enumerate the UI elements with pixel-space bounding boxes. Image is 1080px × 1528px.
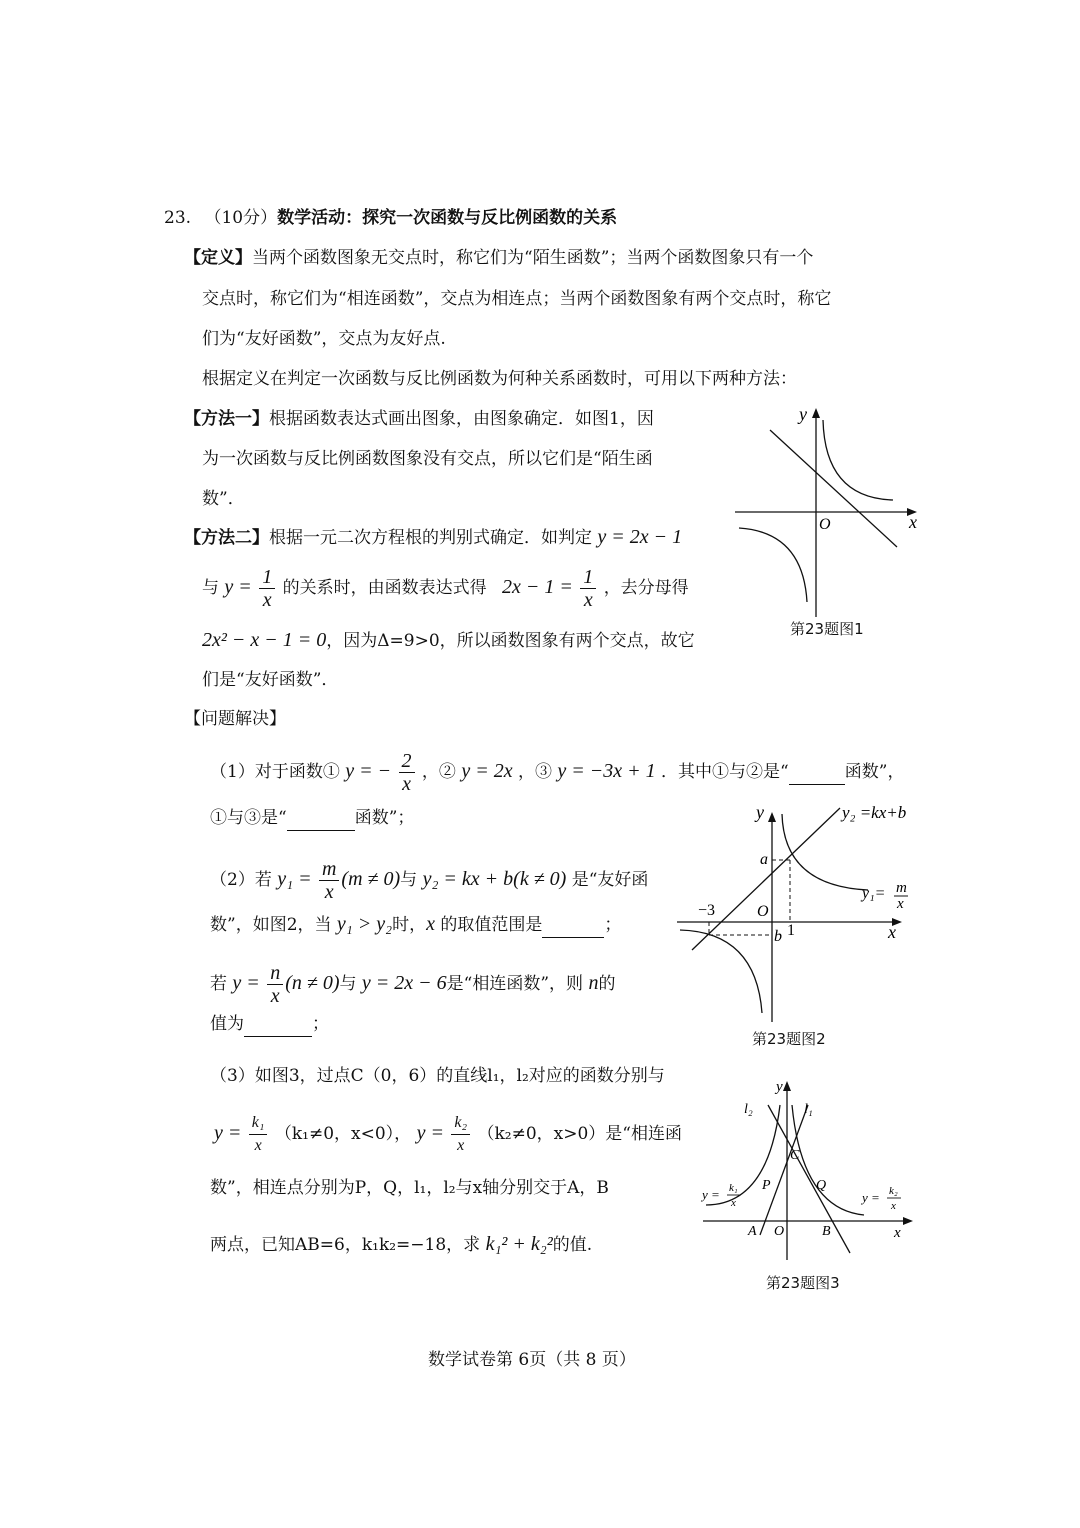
part3-text-4: 两点，已知AB=6，k₁k₂=−18，求 [210, 1235, 481, 1255]
fig3-x-label: x [894, 1225, 901, 1241]
part2-text-2: 数”，如图2，当 [210, 915, 332, 935]
fig3-origin-label: O [774, 1224, 785, 1239]
part2-text-2c: 的取值范围是 [440, 915, 543, 935]
frac-num: 1 [259, 566, 275, 589]
fig3-yeq-left: y = [702, 1187, 720, 1202]
figure-3 [698, 1075, 923, 1270]
part1-f3-eq: y = −3x + 1 [557, 760, 656, 782]
part2-xvar: x [426, 913, 435, 935]
answer-blank-3[interactable] [542, 913, 604, 938]
fig3-den-left: x [731, 1197, 736, 1209]
fig2-line [692, 808, 840, 950]
method2-line-3 [202, 628, 695, 653]
frac-num: 2 [399, 750, 415, 773]
question-title: 数学活动：探究一次函数与反比例函数的关系 [277, 208, 618, 228]
part2-line-3 [210, 962, 615, 1007]
part2-text-3b: 与 [339, 974, 357, 994]
fig2-one-label: 1 [787, 922, 795, 939]
fig3-b-label: B [822, 1224, 831, 1239]
part2-tail: 是“友好函 [571, 870, 649, 890]
fig2-y-arrow [768, 812, 776, 822]
part2-text-3a: 若 [210, 974, 227, 994]
part3-cond2: （k₂≠0，x>0）是“相连函 [477, 1124, 682, 1144]
part3-line-1: （3）如图3，过点C（0，6）的直线l₁，l₂对应的函数分别与 [210, 1066, 665, 1086]
fig3-k2-label: k₂ [889, 1185, 898, 1197]
part3-line-2 [214, 1112, 682, 1157]
answer-blank-2[interactable] [287, 806, 355, 831]
method2-eq-2: 2x − 1 = [502, 576, 573, 598]
fig2-x-label: x [888, 922, 896, 942]
part1-tail: ．其中①与②是“ [661, 762, 789, 782]
fig3-line-l1 [760, 1105, 808, 1235]
frac-num: k₁ [249, 1112, 268, 1135]
fig2-x-den-label: x [897, 896, 904, 912]
k2-over-x-fraction [451, 1112, 470, 1157]
part3-cond1: （k₁≠0，x<0）， [274, 1124, 412, 1144]
fig2-a-label: a [760, 851, 768, 868]
part1-line-1 [210, 750, 904, 795]
n-cond: (n ≠ 0) [285, 972, 340, 994]
method2-tag: 【方法二】 [184, 528, 269, 548]
method1-line-1 [184, 407, 654, 431]
definition-tag: 【定义】 [184, 248, 252, 268]
method1-tag: 【方法一】 [184, 409, 269, 429]
method2-text-2b: 的关系时，由函数表达式得 [282, 578, 487, 598]
method1-text-1: 根据函数表达式画出图象，由图象确定．如图1，因 [269, 409, 654, 429]
method2-text-3: ，因为Δ=9>0，所以函数图象有两个交点，故它 [326, 631, 695, 651]
part1-tail-2: 函数”， [844, 762, 905, 782]
part2-line-2 [210, 912, 621, 938]
frac-num: k₂ [451, 1112, 470, 1135]
definition-line-1 [184, 246, 813, 270]
method2-text-2a: 与 [202, 578, 219, 598]
figure-1-caption: 第23题图1 [790, 620, 864, 638]
n-over-x-fraction [267, 962, 283, 1007]
fig2-origin-label: O [757, 903, 769, 920]
part1-f2-eq: y = 2x [461, 760, 513, 782]
m-cond: (m ≠ 0) [341, 868, 401, 890]
part2-text-3d: 的 [598, 974, 616, 994]
frac-num: n [267, 962, 283, 985]
fig2-y1-label: y₁= [862, 885, 886, 902]
method1-line-2: 为一次函数与反比例函数图象没有交点，所以它们是“陌生函 [202, 449, 653, 469]
method2-line-4: 们是“友好函数”． [202, 670, 339, 690]
figure-2 [672, 798, 927, 1030]
part2-mid: 与 [400, 870, 418, 890]
fig1-y-arrow [812, 408, 820, 418]
definition-line-3: 们为“友好函数”，交点为友好点. [202, 329, 446, 349]
method1-line-3: 数”． [202, 489, 245, 509]
fig3-l1-label: l₁ [804, 1102, 813, 1117]
fig1-y-label: y [799, 404, 807, 424]
one-over-x-fraction [259, 566, 275, 611]
y-eq-label-3: y = [214, 1122, 242, 1144]
fig2-b-label: b [774, 928, 782, 945]
fig2-m-label: m [896, 880, 907, 896]
question-heading [164, 206, 617, 230]
frac-den: x [457, 1137, 465, 1154]
part1-text-2b: 函数”； [354, 808, 415, 828]
fig3-l2-label: l₂ [744, 1102, 753, 1117]
method2-line-2 [202, 566, 689, 611]
y-eq-label: y = [224, 576, 252, 598]
part1-prefix: （1）对于函数① [210, 762, 340, 782]
frac-den: x [254, 1137, 262, 1154]
frac-den: x [270, 985, 280, 1007]
definition-line-2: 交点时，称它们为“相连函数”，交点为相连点；当两个函数图象有两个交点时，称它 [202, 289, 832, 309]
fig2-hyperbola-q3 [680, 930, 762, 1013]
question-score: （10分） [204, 208, 278, 228]
fig1-origin-label: O [819, 516, 831, 533]
fig2-y2-label: y₂ =kx+b [842, 803, 907, 822]
part2-text-2d: ； [604, 915, 622, 935]
part2-line-4 [210, 1012, 329, 1037]
part1-text-2a: ①与③是“ [210, 808, 287, 828]
part2-text-4b: ； [312, 1014, 329, 1034]
part2-text-2b: 时， [392, 915, 427, 935]
fig3-q-label: Q [816, 1178, 827, 1193]
part1-f2: ，② [421, 762, 456, 782]
part2-text-3c: 是“相连函数”，则 [446, 974, 584, 994]
part2-cond: y₁ > y₂ [336, 913, 393, 935]
problem-heading: 【问题解决】 [184, 709, 286, 729]
part3-text-4b: 的值. [552, 1235, 593, 1255]
frac-num: m [319, 858, 339, 881]
fig3-k1-label: k₁ [729, 1182, 738, 1194]
fig2-neg3-label: −3 [698, 902, 716, 919]
part2-eq-3: y = 2x − 6 [361, 972, 447, 994]
method2-eq-1: y = 2x − 1 [597, 526, 683, 548]
fig3-a-label: A [748, 1224, 757, 1239]
part2-text-4: 值为 [210, 1014, 244, 1034]
fig3-c-label: C [790, 1148, 800, 1163]
answer-blank-4[interactable] [244, 1012, 312, 1037]
part2-eq: y₂ = kx + b(k ≠ 0) [422, 868, 567, 890]
figure-3-caption: 第23题图3 [766, 1274, 840, 1292]
figure-1 [725, 402, 925, 627]
frac-num: 1 [580, 566, 596, 589]
fig2-y-label: y [756, 802, 764, 822]
method2-text-1: 根据一元二次方程根的判别式确定．如判定 [269, 528, 592, 548]
part1-line-2 [210, 806, 414, 831]
fig3-y-arrow [783, 1081, 791, 1091]
fig1-hyperbola-q3 [739, 528, 807, 602]
definition-text-1: 当两个函数图象无交点时，称它们为“陌生函数”；当两个函数图象只有一个 [252, 248, 814, 268]
y-eq-neg-label: y = − [345, 760, 392, 782]
part2-line-1 [210, 858, 648, 903]
method2-text-2c: ，去分母得 [603, 578, 689, 598]
fig3-p-label: P [762, 1178, 771, 1193]
fig1-x-label: x [909, 512, 917, 532]
question-number: 23. [164, 208, 192, 228]
fig3-hyperbola-right [792, 1105, 864, 1215]
method2-line-1 [184, 525, 682, 550]
answer-blank-1[interactable] [789, 760, 845, 785]
frac-den: x [324, 881, 334, 903]
y1-eq-label: y₁ = [277, 868, 312, 890]
y-eq-label-4: y = [416, 1122, 444, 1144]
fig3-y-label: y [776, 1079, 783, 1095]
page-footer: 数学试卷第 6页（共 8 页） [428, 1350, 636, 1370]
part2-prefix: （2）若 [210, 870, 272, 890]
part3-eq-4: k₁² + k₂² [485, 1233, 553, 1255]
part3-line-3: 数”，相连点分别为P，Q，l₁，l₂与x轴分别交于A，B [210, 1178, 609, 1198]
frac-den: x [583, 589, 593, 611]
part2-nvar: n [588, 972, 599, 994]
fig1-line [770, 430, 897, 547]
k1-over-x-fraction [249, 1112, 268, 1157]
m-over-x-fraction [319, 858, 339, 903]
part3-line-4 [210, 1232, 592, 1257]
frac-den: x [262, 589, 272, 611]
method2-eq-3: 2x² − x − 1 = 0 [202, 629, 327, 651]
fig3-den-right: x [891, 1200, 896, 1212]
frac-den: x [402, 773, 411, 795]
neg-two-over-x-fraction [399, 750, 415, 795]
intro-line: 根据定义在判定一次函数与反比例函数为何种关系函数时，可用以下两种方法： [202, 369, 797, 389]
y-eq-label-2: y = [232, 972, 260, 994]
fig3-yeq-right: y = [862, 1190, 880, 1205]
figure-2-caption: 第23题图2 [752, 1030, 826, 1048]
part1-f3: ，③ [517, 762, 552, 782]
one-over-x-fraction-2 [580, 566, 596, 611]
fig3-x-arrow [903, 1217, 913, 1225]
